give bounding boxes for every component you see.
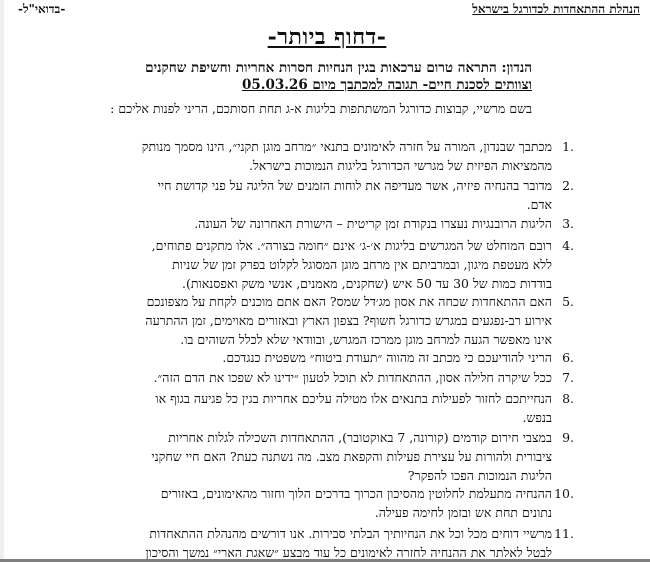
item-line: נתונים תחת אש ובזמן לחימה פעילה. — [374, 505, 552, 520]
item-line: מכתבך שבנדון, המורה על חזרה לאימונים בתנאי ״מרחב מוגן תקני״, הינו מסמך מנותק — [141, 139, 552, 154]
item-number: 7. — [562, 370, 574, 385]
list-item — [46, 484, 574, 522]
list-item — [46, 428, 574, 485]
subject-line — [54, 60, 532, 94]
item-line: מרשיי דוחים מכל וכל את הנחיותיך הבלתי סבירות. אנו דורשים מהנהלת ההתאחדות — [149, 526, 552, 541]
item-line: הריני להודיעכם כי מכתב זה מהווה ״תעודת ביטוח״ משפטית כנגדכם. — [222, 350, 552, 365]
item-line: הליגות הנמוכות הפכו להפקר? — [407, 468, 552, 483]
subject-line-1: הנדון: התראה טרום ערכאות בגין הנחיות חסרות אחריות וחשיפת שחקנים — [145, 60, 532, 76]
item-number: 4. — [562, 238, 574, 253]
item-line: אדם. — [526, 197, 552, 212]
delivery-method: -בדואי"ל- — [18, 2, 66, 16]
list-item — [46, 348, 574, 367]
subject-line-2: וצוותים לסכנת חיים- תגובה למכתבך מיום 05.03.26 — [241, 77, 532, 93]
item-line: הנחייתכם לחזור לפעילות בתנאים אלו מטילה עליכם אחריות בגין כל פגיעה בגוף או — [155, 391, 552, 406]
item-number: 10. — [554, 486, 574, 501]
list-item — [46, 236, 574, 293]
item-line: בודדות כמות של 30 עד 50 איש (שחקנים, מאמנים, אנשי משק ואפסנאות). — [182, 276, 552, 291]
item-line: אירוע רב-נפגעים במגרש כדורגל חשוף? בצפון הארץ ובאזורים מאוימים, זמן ההתרעה — [145, 313, 552, 328]
urgent-title: -דחוף ביותר- — [267, 24, 387, 50]
item-line: ככל שיקרה חלילה אסון, ההתאחדות לא תוכל לטעון ״ידינו לא שפכו את הדם הזה״. — [153, 370, 552, 385]
item-line: במצבי חירום קודמים (קורונה, 7 באוקטובר), ההתאחדות השכילה לגלות אחריות — [168, 430, 552, 445]
item-line: ציבורית ולהורות על עצירת פעילות והקפאת מצב. מה נשתנה כעת? האם חיי שחקני — [151, 449, 552, 464]
item-number: 1. — [562, 139, 574, 154]
item-line: לבטל לאלתר את ההנחיה לחזרה לאימונים כל עוד מבצע ״שאגת הארי״ נמשך והסיכון — [145, 545, 552, 560]
item-line: ללא מעטפת מיגון, ובמרביתם אין מרחב מוגן המסוגל לקלוט בפרק זמן של שניות — [172, 257, 552, 272]
list-item — [46, 137, 574, 175]
item-line: בנפש. — [522, 410, 552, 425]
item-number: 3. — [562, 216, 574, 231]
item-line: ההנחיה מתעלמת לחלוטין מהסיכון הכרוך בדרכים הלוך וחזור מהאימונים, באזורים — [160, 486, 552, 501]
list-item — [46, 214, 574, 233]
item-number: 8. — [562, 391, 574, 406]
list-item — [46, 524, 574, 562]
item-line: אינו מאפשר הגעה למרחב מוגן ממרכז המגרש, ובוודאי שלא לכלל השוהים בו. — [180, 332, 552, 347]
list-item — [46, 292, 574, 349]
item-line: מהמציאות הפיזית של מגרשי הכדורגל בליגות הנמוכות בישראל. — [248, 158, 552, 173]
item-number: 11. — [554, 526, 574, 541]
recipient-header: הנהלת ההתאחדות לכדורגל בישראל — [472, 2, 640, 16]
list-item — [46, 176, 574, 214]
item-line: הליגות הרובנגיות נעצרו בנקודת זמן קריטית – הישורת האחרונה של העונה. — [194, 216, 552, 231]
item-number: 9. — [562, 430, 574, 445]
item-number: 5. — [562, 294, 574, 309]
item-line: רובם המוחלט של המגרשים בליגות א׳-ג׳ אינם ״חומה בצורה״. אלו מתקנים פתוחים, — [151, 238, 552, 253]
item-line: מדובר בהנחיה פיזיה, אשר מעדיפה את לוחות הזמנים של הליגה על פני קדושת חיי — [157, 178, 552, 193]
item-number: 2. — [562, 178, 574, 193]
list-item — [46, 368, 574, 387]
item-line: האם ההתאחדות שכחה את אסון מג׳דל שמס? האם אתם מוכנים לקחת על מצפונכם — [146, 294, 552, 309]
list-item — [46, 389, 574, 427]
greeting: בשם מרשיי, קבוצות כדורגל המשתתפות בליגות א-ג תחת חסותכם, הריני לפנות אליכם : — [110, 101, 532, 116]
item-number: 6. — [562, 350, 574, 365]
